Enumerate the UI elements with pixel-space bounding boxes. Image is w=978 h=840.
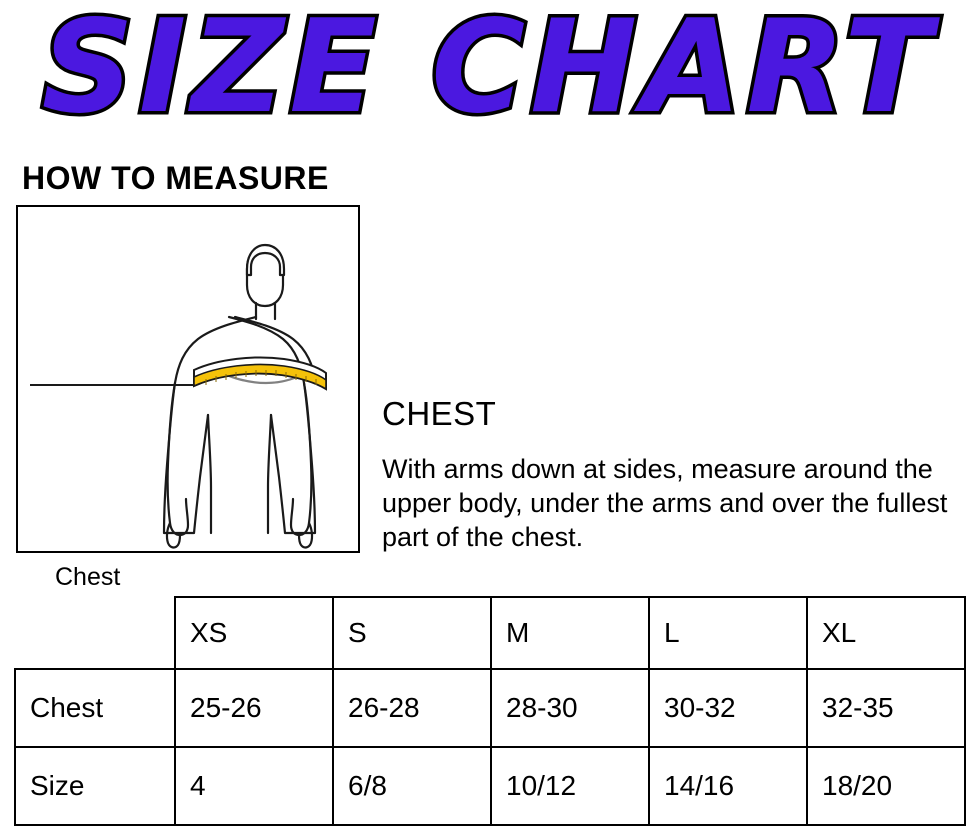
- size-xs: 4: [175, 747, 333, 825]
- size-s: 6/8: [333, 747, 491, 825]
- chest-s: 26-28: [333, 669, 491, 747]
- table-header-s: S: [333, 597, 491, 669]
- how-to-measure-heading: HOW TO MEASURE: [22, 160, 329, 196]
- page-title: SIZE CHART: [41, 0, 937, 142]
- chest-callout-label: Chest: [52, 563, 123, 592]
- row-label-size: Size: [15, 747, 175, 825]
- table-row: [15, 669, 965, 747]
- tape-measure-band: [194, 357, 326, 389]
- chest-m: 28-30: [491, 669, 649, 747]
- table-row: [15, 747, 965, 825]
- table-header-m: M: [491, 597, 649, 669]
- chest-xl: 32-35: [807, 669, 965, 747]
- page-title-banner: [0, 0, 978, 148]
- table-header-xl: XL: [807, 597, 965, 669]
- male-torso-figure-icon: [18, 207, 358, 551]
- table-header-l: L: [649, 597, 807, 669]
- table-header-corner: [15, 597, 175, 669]
- size-chart-table: [14, 596, 966, 826]
- size-l: 14/16: [649, 747, 807, 825]
- table-header-row: [15, 597, 965, 669]
- chest-l: 30-32: [649, 669, 807, 747]
- size-xl: 18/20: [807, 747, 965, 825]
- size-m: 10/12: [491, 747, 649, 825]
- chest-xs: 25-26: [175, 669, 333, 747]
- measurement-figure-box: [16, 205, 360, 591]
- row-label-chest: Chest: [15, 669, 175, 747]
- table-header-xs: XS: [175, 597, 333, 669]
- measurement-instructions: With arms down at sides, measure around the upper body, under the arms and over the fullest part of the chest.: [382, 454, 948, 552]
- measurement-heading: CHEST: [382, 395, 497, 432]
